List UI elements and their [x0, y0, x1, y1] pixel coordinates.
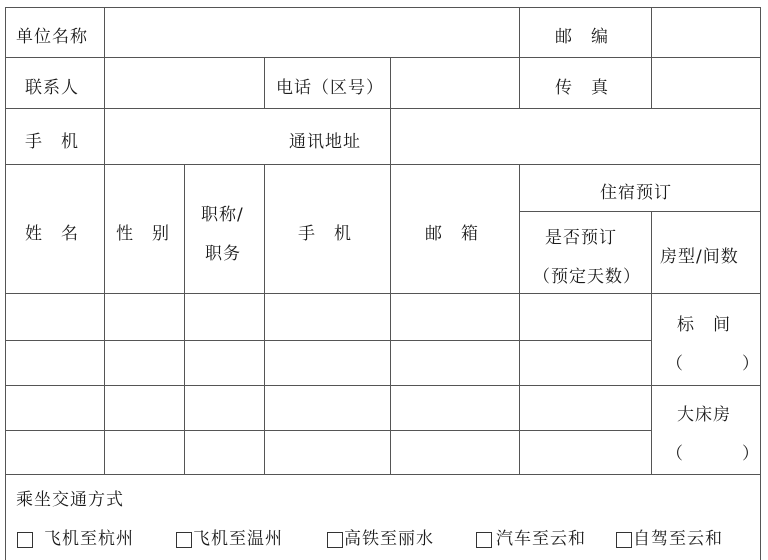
option-bus-yunhe: 汽车至云和 — [496, 529, 586, 549]
input-address[interactable] — [392, 110, 759, 163]
row-line-8 — [5, 474, 761, 475]
header-gender: 性 别 — [116, 224, 170, 244]
input-fax[interactable] — [653, 59, 759, 107]
label-phone-area: 电话（区号） — [276, 78, 384, 98]
col-line-2 — [184, 164, 185, 474]
option-fly-wenzhou: 飞机至温州 — [193, 529, 283, 549]
label-transport: 乘坐交通方式 — [16, 490, 124, 510]
header-book-line2: （预定天数） — [533, 267, 641, 287]
checkbox-rail-lishui[interactable] — [327, 532, 343, 548]
col-line-6 — [651, 7, 652, 108]
row-line-2 — [5, 108, 761, 109]
checkbox-drive-yunhe[interactable] — [616, 532, 632, 548]
header-name: 姓 名 — [25, 224, 79, 244]
option-fly-hangzhou: 飞机至杭州 — [44, 529, 134, 549]
row-line-6 — [5, 385, 761, 386]
row-line-1 — [5, 57, 761, 58]
standard-room-count[interactable]: （ ） — [666, 354, 761, 374]
label-address: 通讯地址 — [289, 132, 361, 152]
row-line-4 — [5, 293, 761, 294]
input-postcode[interactable] — [653, 9, 759, 56]
input-unit-name[interactable] — [106, 9, 518, 56]
header-book-line1: 是否预订 — [545, 228, 617, 248]
checkbox-fly-hangzhou[interactable] — [17, 532, 33, 548]
input-contact[interactable] — [106, 59, 263, 107]
row-line-3 — [5, 164, 761, 165]
input-phone[interactable] — [392, 59, 518, 107]
option-drive-yunhe: 自驾至云和 — [633, 529, 723, 549]
col-line-5 — [519, 7, 520, 108]
header-mobile: 手 机 — [298, 224, 352, 244]
col-line-6b — [651, 211, 652, 474]
col-line-5b — [519, 164, 520, 474]
label-king-room: 大床房 — [677, 405, 731, 425]
label-standard-room: 标 间 — [677, 315, 731, 335]
checkbox-bus-yunhe[interactable] — [476, 532, 492, 548]
border-right — [760, 7, 761, 560]
header-accommodation: 住宿预订 — [600, 183, 672, 203]
border-left — [5, 7, 6, 560]
row-line-accom — [519, 211, 761, 212]
header-room-type: 房型/间数 — [660, 247, 739, 267]
king-room-count[interactable]: （ ） — [666, 444, 761, 464]
header-title-line1: 职称/ — [201, 205, 244, 225]
col-line-3 — [264, 57, 265, 108]
label-contact: 联系人 — [25, 78, 79, 98]
checkbox-fly-wenzhou[interactable] — [176, 532, 192, 548]
row-line-7 — [5, 430, 651, 431]
col-line-1 — [104, 7, 105, 474]
border-top — [5, 7, 761, 8]
label-unit-name: 单位名称 — [16, 27, 88, 47]
label-mobile: 手 机 — [25, 132, 79, 152]
label-postcode: 邮 编 — [555, 27, 609, 47]
label-fax: 传 真 — [555, 78, 609, 98]
col-line-4 — [390, 57, 391, 474]
option-rail-lishui: 高铁至丽水 — [344, 529, 434, 549]
header-email: 邮 箱 — [425, 224, 479, 244]
header-title-line2: 职务 — [205, 244, 241, 264]
col-line-3b — [264, 164, 265, 474]
row-line-5 — [5, 340, 651, 341]
